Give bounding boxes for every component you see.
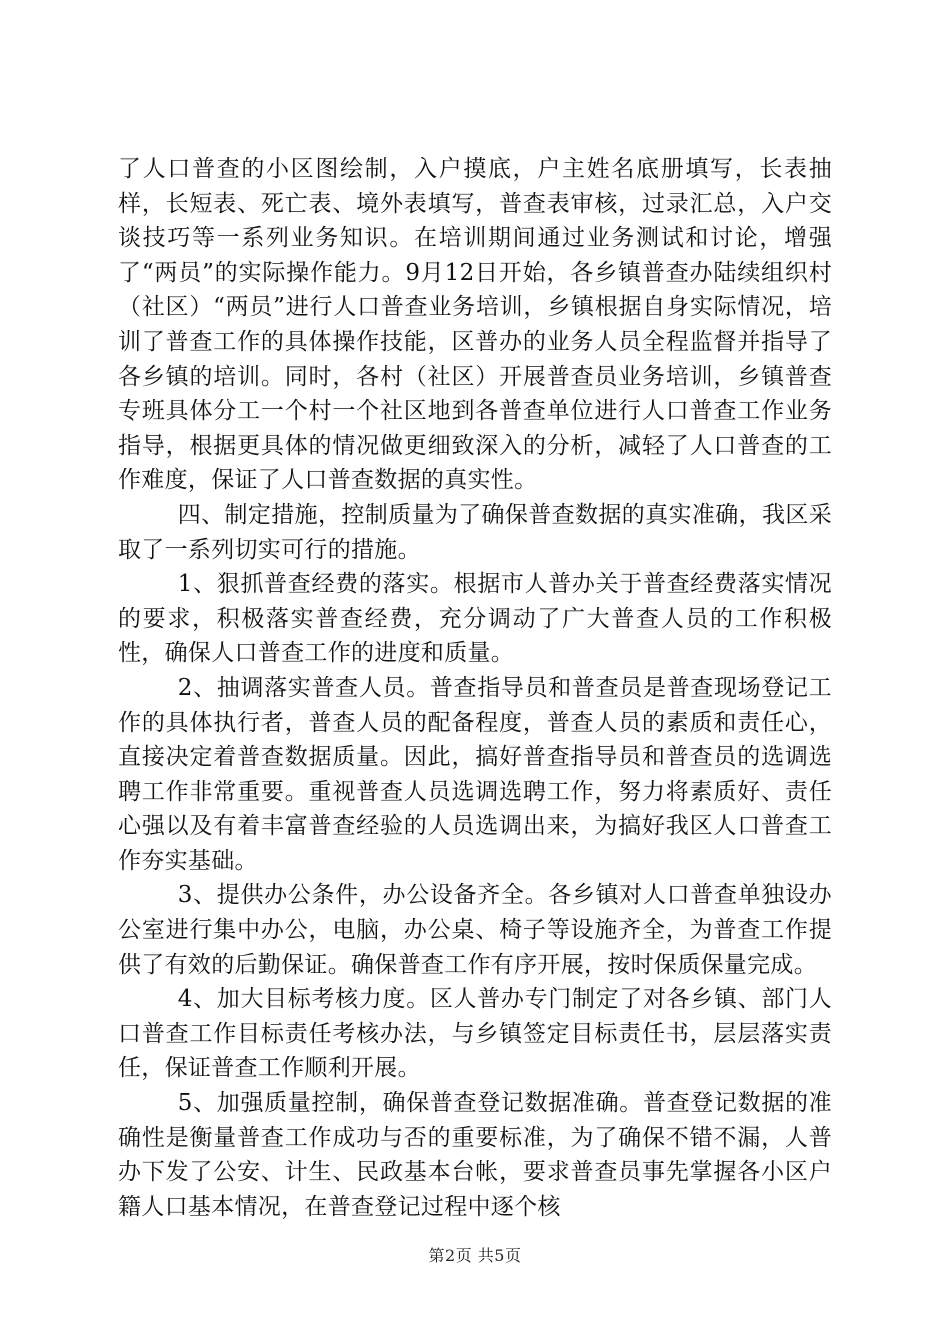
paragraph-training-continued: 了人口普查的小区图绘制，入户摸底，户主姓名底册填写，长表抽样，长短表、死亡表、境外表填写，普查表审核，过录汇总，入户交谈技巧等一系列业务知识。在培训期间通过业务测试和讨论，增强了“两员”的实际操作能力。9月12日开始，各乡镇普查办陆续组织村（社区）“两员”进行人口普查业务培训，乡镇根据自身实际情况，培训了普查工作的具体操作技能，区普办的业务人员全程监督并指导了各乡镇的培训。同时，各村（社区）开展普查员业务培训，乡镇普查专班具体分工一个村一个社区地到各普查单位进行人口普查工作业务指导，根据更具体的情况做更细致深入的分析，减轻了人口普查的工作难度，保证了人口普查数据的真实性。 — [118, 156, 832, 494]
paragraph-item-2-personnel: 2、抽调落实普查人员。普查指导员和普查员是普查现场登记工作的具体执行者，普查人员的配备程度，普查人员的素质和责任心，直接决定着普查数据质量。因此，搞好普查指导员和普查员的选调选聘工作非常重要。重视普查人员选调选聘工作，努力将素质好、责任心强以及有着丰富普查经验的人员选调出来，为搞好我区人口普查工作夯实基础。 — [118, 674, 832, 874]
paragraph-item-5-quality: 5、加强质量控制，确保普查登记数据准确。普查登记数据的准确性是衡量普查工作成功与否的重要标准，为了确保不错不漏，人普办下发了公安、计生、民政基本台帐，要求普查员事先掌握各小区户籍人口基本情况，在普查登记过程中逐个核 — [118, 1090, 832, 1220]
paragraph-section-four-heading: 四、制定措施，控制质量为了确保普查数据的真实准确，我区采取了一系列切实可行的措施。 — [118, 501, 832, 563]
document-body — [118, 152, 832, 1224]
paragraph-item-1-funding: 1、狠抓普查经费的落实。根据市人普办关于普查经费落实情况的要求，积极落实普查经费，充分调动了广大普查人员的工作积极性，确保人口普查工作的进度和质量。 — [118, 571, 832, 667]
paragraph-item-3-office: 3、提供办公条件，办公设备齐全。各乡镇对人口普查单独设办公室进行集中办公，电脑，办公桌、椅子等设施齐全，为普查工作提供了有效的后勤保证。确保普查工作有序开展，按时保质保量完成。 — [118, 882, 832, 978]
page-number-footer: 第2页 共5页 — [428, 1246, 522, 1265]
paragraph-item-4-assessment: 4、加大目标考核力度。区人普办专门制定了对各乡镇、部门人口普查工作目标责任考核办法，与乡镇签定目标责任书，层层落实责任，保证普查工作顺利开展。 — [118, 986, 832, 1082]
